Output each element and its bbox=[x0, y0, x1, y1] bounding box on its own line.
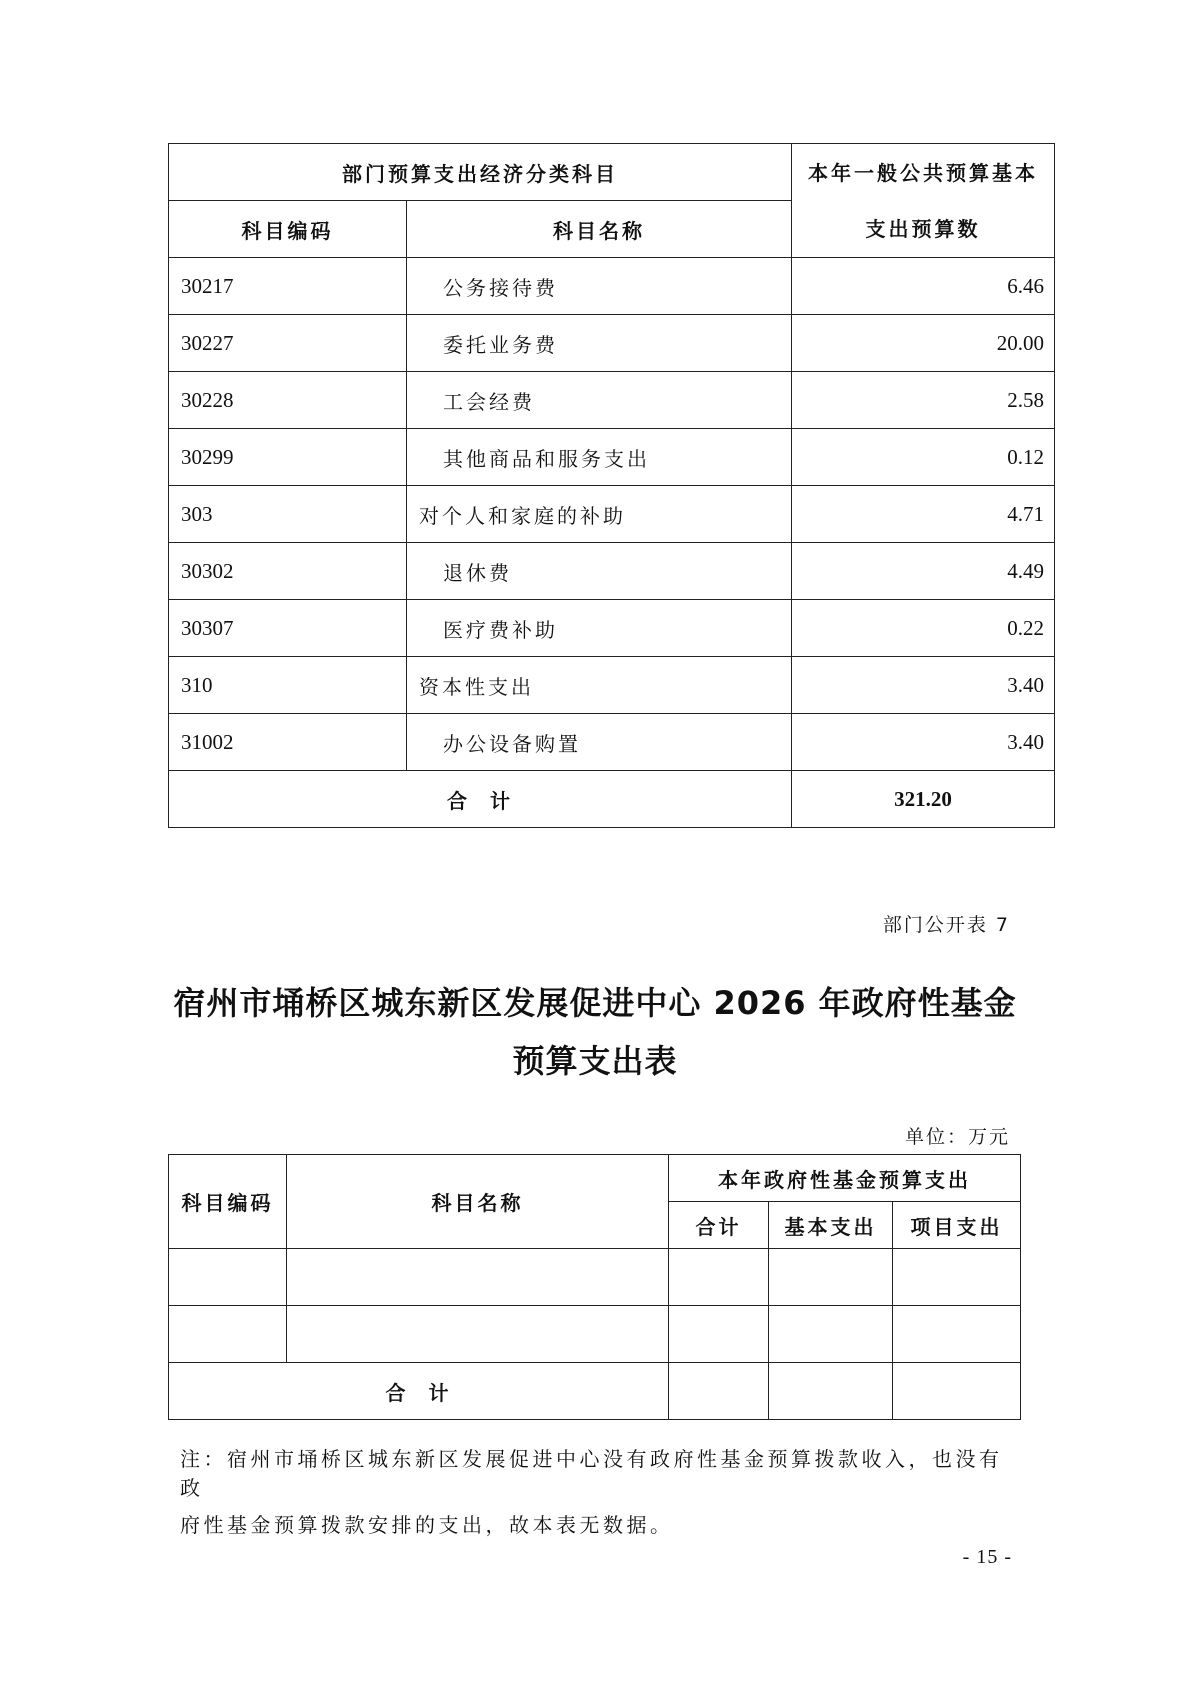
empty-cell bbox=[893, 1363, 1021, 1420]
table-row bbox=[169, 258, 1055, 315]
empty-cell bbox=[287, 1249, 669, 1306]
table-row bbox=[169, 1249, 1021, 1306]
empty-cell bbox=[669, 1363, 769, 1420]
header-group-cell: 部门预算支出经济分类科目 bbox=[169, 144, 792, 201]
row-name: 对个人和家庭的补助 bbox=[407, 486, 792, 543]
page-number: - 15 - bbox=[962, 1546, 1012, 1568]
table-row bbox=[169, 714, 1055, 771]
header-amount-line1: 本年一般公共预算基本 bbox=[808, 160, 1038, 185]
empty-cell bbox=[893, 1249, 1021, 1306]
table-row bbox=[169, 486, 1055, 543]
row-value: 3.40 bbox=[792, 714, 1055, 771]
total-label: 合 计 bbox=[169, 771, 792, 828]
row-value: 0.12 bbox=[792, 429, 1055, 486]
total-row bbox=[169, 771, 1055, 828]
empty-cell bbox=[669, 1306, 769, 1363]
table-row bbox=[169, 657, 1055, 714]
total-value: 321.20 bbox=[792, 771, 1055, 828]
header-subtotal-cell: 合计 bbox=[669, 1202, 769, 1249]
header-code-cell: 科目编码 bbox=[169, 1155, 287, 1249]
total-label: 合 计 bbox=[169, 1363, 669, 1420]
unit-label: 单位：万元 bbox=[904, 1126, 1010, 1148]
row-value: 4.71 bbox=[792, 486, 1055, 543]
empty-cell bbox=[169, 1249, 287, 1306]
note-line2: 府性基金预算拨款安排的支出，故本表无数据。 bbox=[180, 1513, 674, 1537]
empty-cell bbox=[669, 1249, 769, 1306]
row-name: 工会经费 bbox=[407, 372, 792, 429]
row-code: 30217 bbox=[169, 258, 407, 315]
table-row bbox=[169, 315, 1055, 372]
empty-cell bbox=[287, 1306, 669, 1363]
table-row bbox=[169, 372, 1055, 429]
table-row bbox=[169, 429, 1055, 486]
empty-cell bbox=[769, 1363, 893, 1420]
empty-cell bbox=[769, 1249, 893, 1306]
row-value: 4.49 bbox=[792, 543, 1055, 600]
row-code: 30228 bbox=[169, 372, 407, 429]
row-name: 资本性支出 bbox=[407, 657, 792, 714]
row-code: 31002 bbox=[169, 714, 407, 771]
row-code: 30299 bbox=[169, 429, 407, 486]
empty-cell bbox=[769, 1306, 893, 1363]
table-row bbox=[169, 1306, 1021, 1363]
row-name: 公务接待费 bbox=[407, 258, 792, 315]
page-title-line2: 预算支出表 bbox=[512, 1042, 678, 1080]
economic-classification-table bbox=[168, 143, 1055, 828]
row-value: 3.40 bbox=[792, 657, 1055, 714]
row-value: 0.22 bbox=[792, 600, 1055, 657]
table-row bbox=[169, 543, 1055, 600]
note-line1: 注：宿州市埇桥区城东新区发展促进中心没有政府性基金预算拨款收入，也没有政 bbox=[180, 1447, 1003, 1500]
row-code: 303 bbox=[169, 486, 407, 543]
row-value: 2.58 bbox=[792, 372, 1055, 429]
header-project-cell: 项目支出 bbox=[893, 1202, 1021, 1249]
row-code: 30302 bbox=[169, 543, 407, 600]
row-name: 医疗费补助 bbox=[407, 600, 792, 657]
government-fund-table bbox=[168, 1154, 1021, 1420]
header-name-cell: 科目名称 bbox=[407, 201, 792, 258]
header-name-cell: 科目名称 bbox=[287, 1155, 669, 1249]
row-name: 委托业务费 bbox=[407, 315, 792, 372]
table-reference: 部门公开表 7 bbox=[882, 914, 1010, 936]
header-amount-cell bbox=[792, 144, 1055, 258]
header-group-cell: 本年政府性基金预算支出 bbox=[669, 1155, 1021, 1202]
page-title-line1: 宿州市埇桥区城东新区发展促进中心 2026 年政府性基金 bbox=[173, 984, 1017, 1022]
header-code-cell: 科目编码 bbox=[169, 201, 407, 258]
row-name: 退休费 bbox=[407, 543, 792, 600]
row-name: 其他商品和服务支出 bbox=[407, 429, 792, 486]
empty-cell bbox=[893, 1306, 1021, 1363]
row-value: 20.00 bbox=[792, 315, 1055, 372]
row-name: 办公设备购置 bbox=[407, 714, 792, 771]
total-row bbox=[169, 1363, 1021, 1420]
header-basic-cell: 基本支出 bbox=[769, 1202, 893, 1249]
row-code: 30227 bbox=[169, 315, 407, 372]
empty-cell bbox=[169, 1306, 287, 1363]
row-value: 6.46 bbox=[792, 258, 1055, 315]
table-row bbox=[169, 600, 1055, 657]
row-code: 310 bbox=[169, 657, 407, 714]
header-amount-line2: 支出预算数 bbox=[865, 216, 981, 241]
row-code: 30307 bbox=[169, 600, 407, 657]
